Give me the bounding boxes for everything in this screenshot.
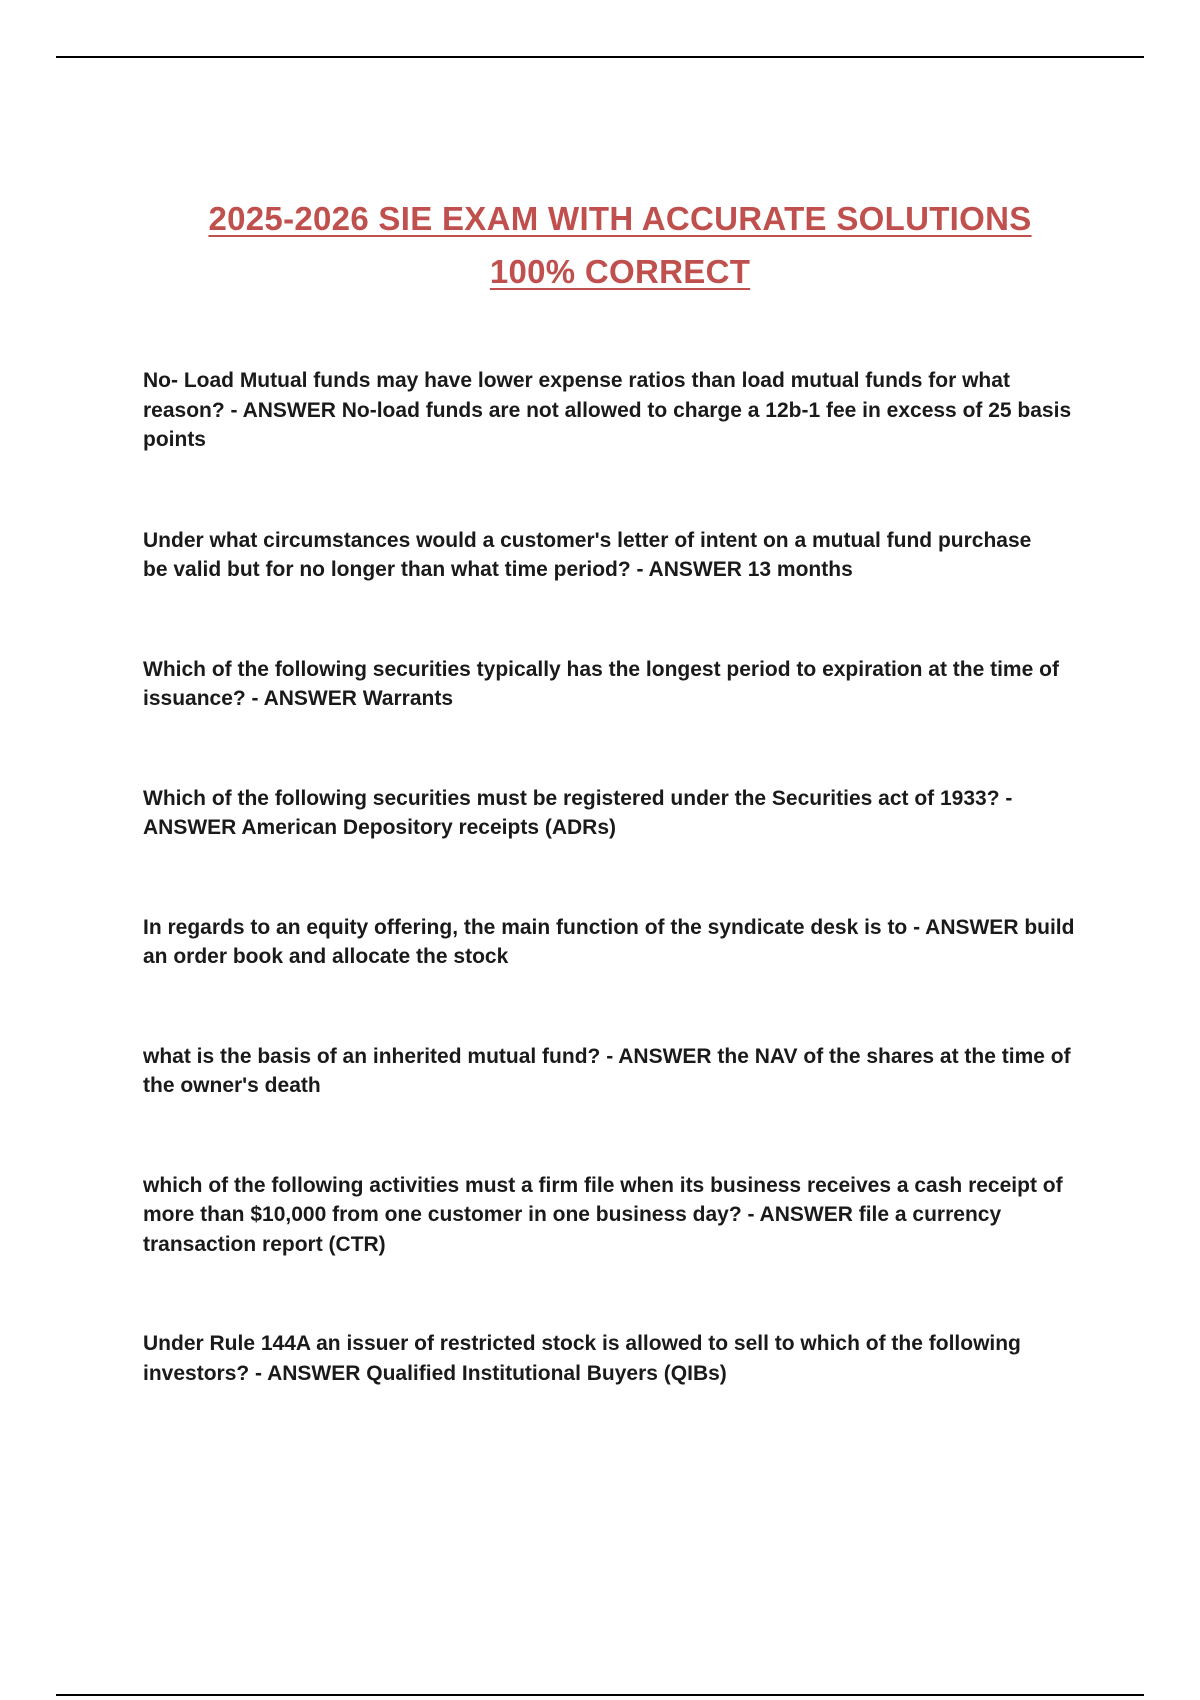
qa-item: In regards to an equity offering, the main function of the syndicate desk is to - ANSWER build an order book and allocate the stock (143, 915, 1075, 968)
document-title (0, 192, 1200, 298)
qa-item: Which of the following securities typically has the longest period to expiration at the time of issuance? - ANSWER Warrants (143, 657, 1059, 710)
qa-item: which of the following activities must a firm file when its business receives a cash receipt of more than $10,000 from one customer in one business day? - ANSWER file a currency transaction report (CTR) (143, 1173, 1063, 1256)
title-line-1: 2025-2026 SIE EXAM WITH ACCURATE SOLUTIONS (208, 200, 1032, 237)
qa-item: Under Rule 144A an issuer of restricted stock is allowed to sell to which of the following investors? - ANSWER Qualified Institutional Buyers (QIBs) (143, 1332, 1021, 1385)
qa-item: No- Load Mutual funds may have lower expense ratios than load mutual funds for what reason? - ANSWER No-load funds are not allowed to charge a 12b-1 fee in excess of 25 basis points (143, 369, 1072, 451)
qa-item: Which of the following securities must be registered under the Securities act of 1933? - ANSWER American Depository receipts (ADRs) (143, 786, 1013, 839)
title-line-2: 100% CORRECT (489, 253, 751, 290)
qa-item: what is the basis of an inherited mutual fund? - ANSWER the NAV of the shares at the time of the owner's death (143, 1044, 1071, 1097)
top-divider (56, 56, 1144, 58)
qa-item: Under what circumstances would a customer's letter of intent on a mutual fund purchase be valid but for no longer than what time period? - ANSWER 13 months (143, 528, 1032, 581)
bottom-divider (56, 1694, 1144, 1696)
qa-list (143, 366, 1103, 1388)
